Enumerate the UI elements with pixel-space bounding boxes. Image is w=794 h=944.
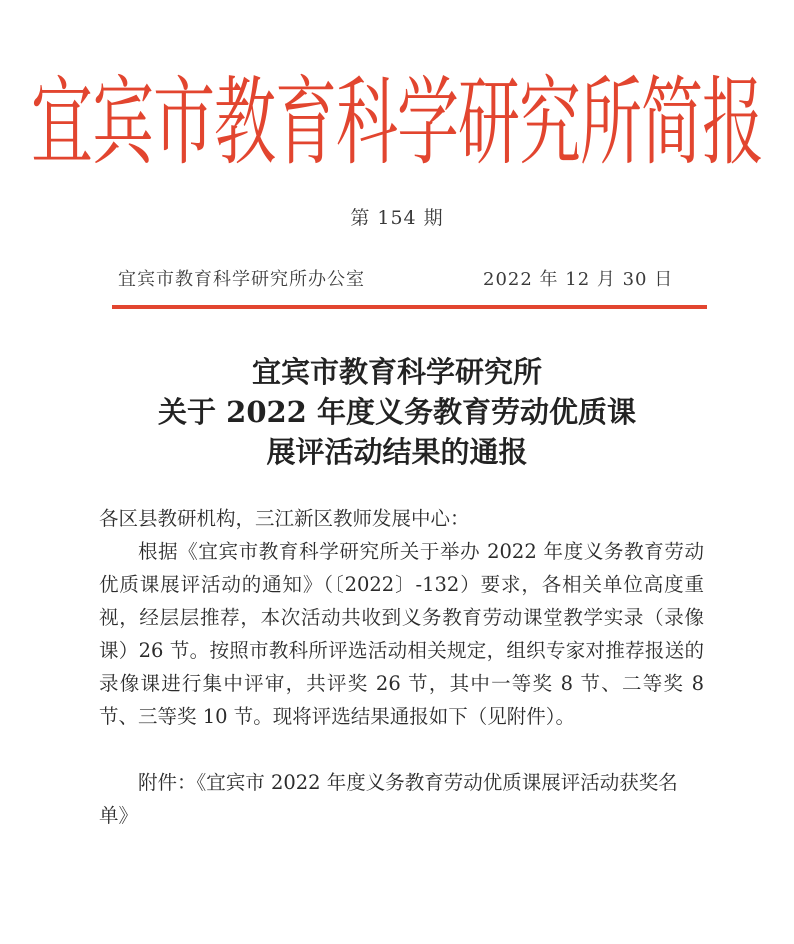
salutation: 各区县教研机构，三江新区教师发展中心： [99,507,470,530]
document-body [99,502,704,832]
document-title [0,352,794,472]
title-line-3: 展评活动结果的通报 [266,435,528,469]
header-divider [112,305,707,309]
title-line-1: 宜宾市教育科学研究所 [251,355,542,389]
masthead-title: 宜宾市教育科学研究所简报 [30,65,763,179]
issue-date: 2022 年 12 月 30 日 [483,269,674,290]
issue-number: 第 154 期 [350,207,444,229]
issuing-office: 宜宾市教育科学研究所办公室 [118,269,365,290]
attachment-note: 附件：《宜宾市 2022 年度义务教育劳动优质课展评活动获奖名单》 [99,771,678,827]
main-paragraph: 根据《宜宾市教育科学研究所关于举办 2022 年度义务教育劳动优质课展评活动的通知》（〔2022〕-132）要求，各相关单位高度重视，经层层推荐，本次活动共收到义务教育劳动课堂教学实录（录像课）26 节。按照市教科所评选活动相关规定，组织专家对推荐报送的录像课进行集中评审，共评奖 26 节，其中一等奖 8 节、二等奖 8 节、三等奖 10 节。现将评选结果通报如下（见附件）。 [99,540,704,728]
title-line-2: 关于 2022 年度义务教育劳动优质课 [158,395,636,429]
